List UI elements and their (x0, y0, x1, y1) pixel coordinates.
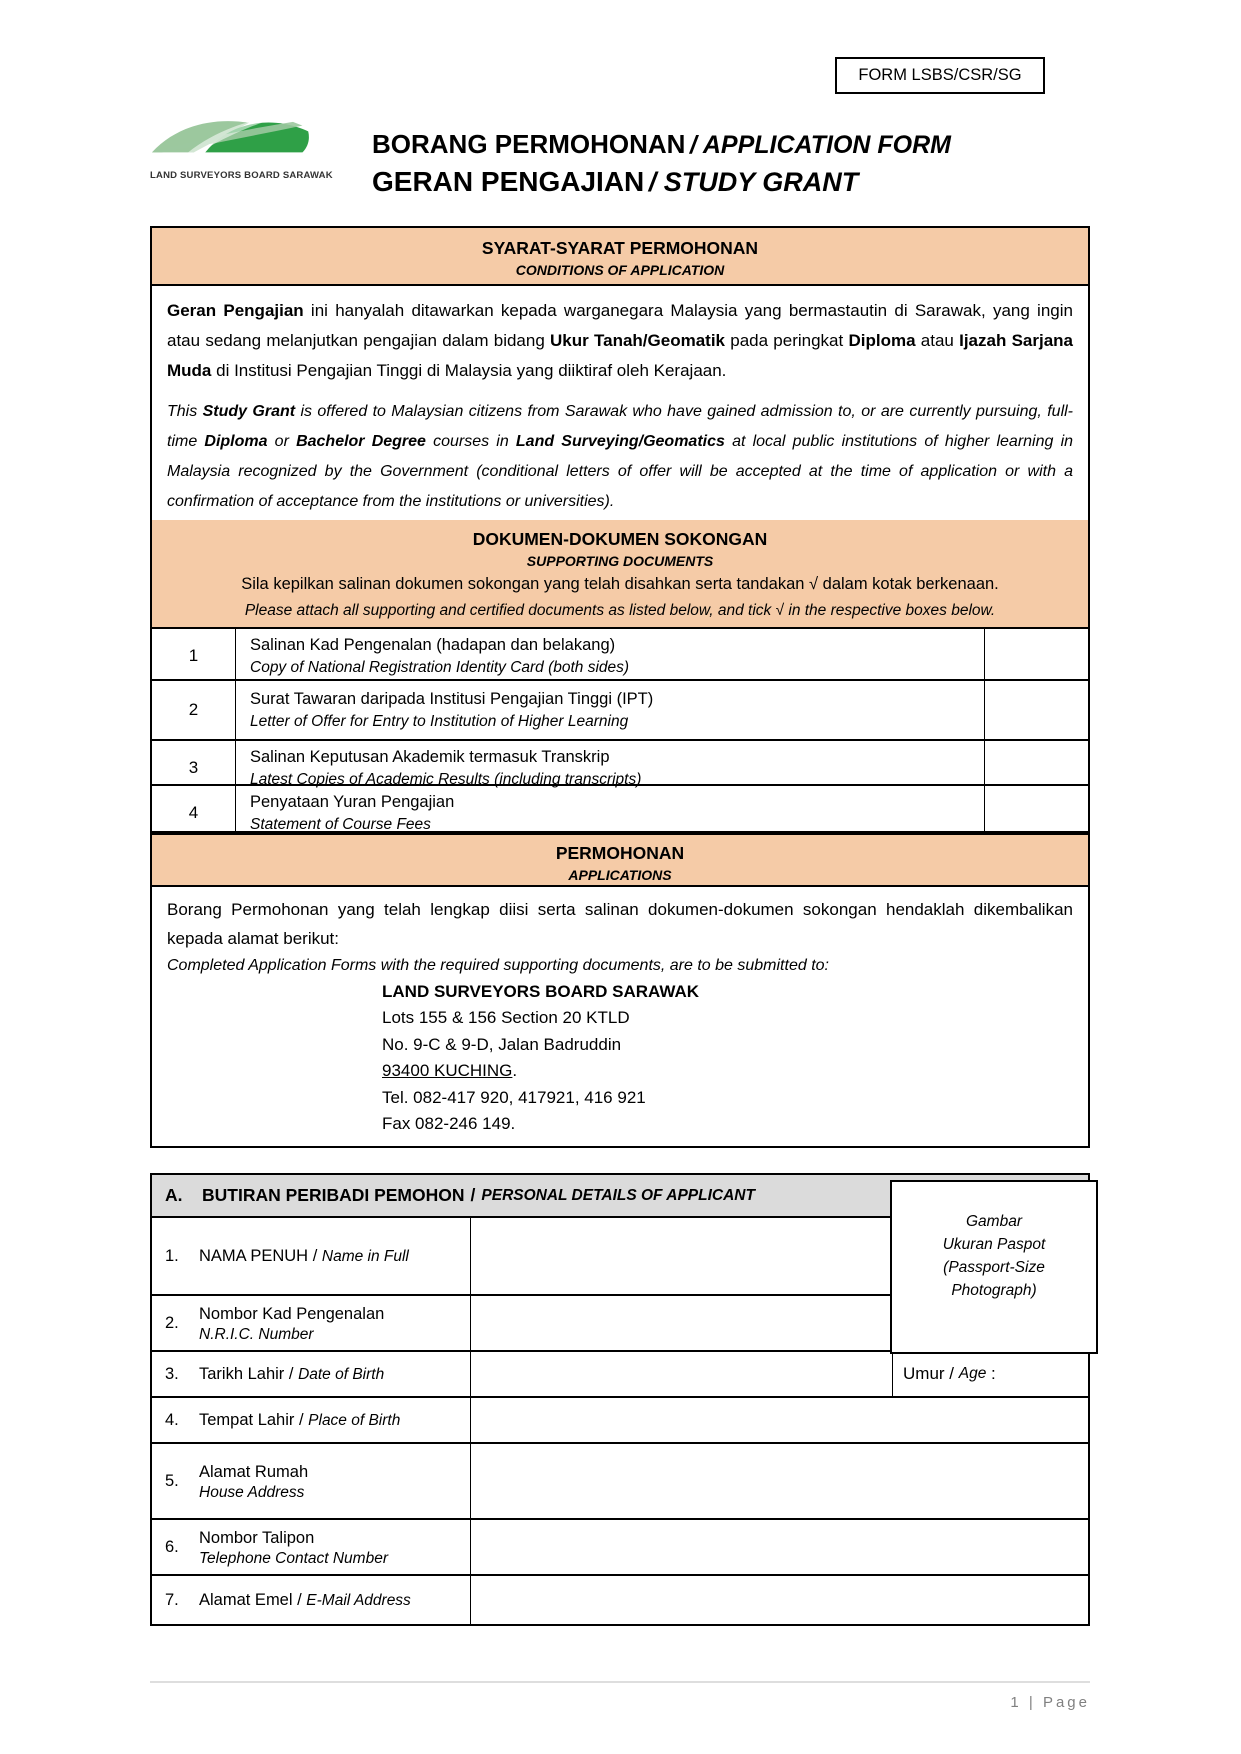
documents-heading-en: SUPPORTING DOCUMENTS (526, 553, 714, 570)
applications-note-en: Completed Application Forms with the required supporting documents, are to be submitted to: (167, 956, 829, 974)
applications-note-my: Borang Permohonan yang telah lengkap diisi serta salinan dokumen-dokumen sokongan hendaklah dikembalikan kepada alamat berikut: (167, 899, 1073, 948)
para-segment: courses in (425, 433, 516, 451)
field-number: 2. (165, 1313, 179, 1332)
field-name-my: Alamat Rumah (199, 1463, 309, 1481)
documents-header (152, 520, 1088, 629)
passport-photo-box (890, 1180, 1098, 1354)
field-name-en: Telephone Contact Number (199, 1550, 388, 1567)
photo-box-line: (Passport-Size (943, 1259, 1045, 1276)
document-name-en: Copy of National Registration Identity Card (both sides) (250, 659, 630, 677)
title2-en: / STUDY GRANT (648, 167, 859, 197)
field-name-my: Tarikh Lahir (199, 1364, 285, 1383)
age-colon: : (986, 1364, 996, 1383)
field-number: 4. (165, 1410, 179, 1429)
address-city-line (382, 1058, 1073, 1085)
field-slash: / (294, 1410, 309, 1429)
personal-details-section (150, 1173, 1090, 1626)
field-name (199, 1408, 400, 1433)
section-a-heading-my: BUTIRAN PERIBADI PEMOHON (202, 1185, 465, 1205)
document-checkbox[interactable] (984, 681, 1088, 738)
submission-address (382, 979, 1073, 1138)
applications-heading-my: PERMOHONAN (555, 842, 685, 863)
document-row (152, 786, 1088, 833)
main-info-box (150, 226, 1090, 1148)
address-fax: Fax 082-246 149. (382, 1114, 516, 1134)
document-name-my: Penyataan Yuran Pengajian (250, 792, 455, 811)
field-name-my: Nombor Talipon (199, 1529, 315, 1547)
field-label (152, 1444, 470, 1518)
form-code-box (835, 57, 1045, 94)
org-logo (150, 114, 333, 181)
title2-my: GERAN PENGAJIAN (372, 166, 645, 197)
document-description (235, 681, 984, 738)
field-slash: / (292, 1590, 307, 1609)
field-name (199, 1244, 409, 1269)
age-input-cell[interactable] (892, 1352, 1090, 1396)
documents-heading-my: DOKUMEN-DOKUMEN SOKONGAN (472, 529, 768, 550)
field-name-en: Date of Birth (298, 1365, 385, 1383)
logo-caption: LAND SURVEYORS BOARD SARAWAK (150, 170, 333, 181)
field-name (199, 1302, 384, 1344)
field-name-en: Place of Birth (308, 1411, 401, 1429)
field-number: 1. (165, 1246, 179, 1265)
address-line: No. 9-C & 9-D, Jalan Badruddin (382, 1034, 622, 1054)
para-segment: or (267, 433, 297, 451)
field-name-my: Nombor Kad Pengenalan (199, 1305, 385, 1323)
para-segment: This (167, 403, 203, 421)
conditions-header (152, 228, 1088, 286)
para-segment: Ijazah Sarjana Muda (167, 331, 1073, 381)
para-segment: is offered to Malaysian citizens from Sarawak who have gained admission to, or are currently pursuing, full-time (167, 403, 1074, 451)
para-segment: Ukur Tanah/Geomatik (550, 331, 725, 351)
para-segment: Geran Pengajian (167, 301, 304, 321)
age-label-en: Age (958, 1365, 987, 1382)
field-label (152, 1520, 470, 1574)
email-input-cell[interactable] (470, 1576, 1088, 1624)
form-row-house-address (152, 1444, 1088, 1520)
conditions-body (152, 286, 1088, 520)
document-number: 1 (188, 646, 199, 666)
field-label (152, 1576, 470, 1624)
field-name-en: E-Mail Address (306, 1591, 411, 1609)
document-name-my: Surat Tawaran daripada Institusi Pengajian Tinggi (IPT) (250, 689, 654, 708)
field-name-en: Name in Full (321, 1247, 409, 1265)
section-a-separator: / (470, 1185, 476, 1205)
conditions-heading-en: CONDITIONS OF APPLICATION (515, 262, 725, 278)
field-name-my: NAMA PENUH (199, 1246, 309, 1265)
logo-image (150, 114, 312, 164)
document-number: 4 (188, 802, 199, 822)
place-of-birth-input-cell[interactable] (470, 1398, 1088, 1442)
address-city: 93400 KUCHING (382, 1061, 513, 1081)
document-number: 3 (188, 757, 199, 777)
document-checkbox[interactable] (984, 786, 1088, 840)
applications-body (152, 887, 1088, 1146)
para-segment: Diploma (848, 331, 916, 351)
conditions-paragraph-en (167, 397, 1073, 517)
address-tel: Tel. 082-417 920, 417921, 416 921 (382, 1087, 646, 1107)
document-checkbox[interactable] (984, 629, 1088, 683)
field-name (199, 1460, 308, 1502)
section-a-prefix: A. (165, 1185, 183, 1205)
conditions-heading-my: SYARAT-SYARAT PERMOHONAN (481, 238, 759, 258)
field-name-en: N.R.I.C. Number (199, 1326, 314, 1343)
documents-note-en: Please attach all supporting and certified documents as listed below, and tick √ in the respective boxes below. (244, 602, 996, 620)
form-row-telephone (152, 1520, 1088, 1576)
form-row-place-of-birth (152, 1398, 1088, 1444)
field-number: 7. (165, 1590, 179, 1609)
field-name-my: Tempat Lahir (199, 1410, 295, 1429)
document-row (152, 681, 1088, 740)
para-segment: ini hanyalah ditawarkan kepada warganegara Malaysia yang bermastautin di Sarawak, yang ingin atau sedang melanjutkan pengajian dalam bidang (167, 301, 1073, 351)
field-name-en: House Address (199, 1484, 305, 1501)
document-name-en: Letter of Offer for Entry to Institution of Higher Learning (250, 712, 629, 730)
field-number: 3. (165, 1364, 179, 1383)
field-name-my: Alamat Emel (199, 1590, 293, 1609)
field-name (199, 1588, 411, 1613)
field-label (152, 1398, 470, 1442)
document-description (235, 786, 984, 840)
field-label (152, 1352, 470, 1396)
form-row-date-of-birth (152, 1352, 1088, 1398)
document-name-en: Latest Copies of Academic Results (including transcripts) (250, 770, 642, 788)
para-segment: Bachelor Degree (296, 433, 426, 451)
field-name (199, 1362, 384, 1387)
para-segment: pada peringkat (725, 331, 849, 351)
form-row-email (152, 1576, 1088, 1624)
applications-header (152, 833, 1088, 887)
photo-box-line: Photograph) (951, 1282, 1037, 1299)
document-name-en: Statement of Course Fees (250, 815, 431, 833)
address-city-suffix: . (512, 1061, 518, 1081)
para-segment: at local public institutions of higher learning in Malaysia recognized by the Government (conditional letters of offer will be accepted at the time of application or with a confirmation of acceptance from the institutions or universities). (167, 433, 1074, 511)
field-label (152, 1296, 470, 1350)
address-org-name: LAND SURVEYORS BOARD SARAWAK (382, 981, 700, 1001)
photo-box-line: Gambar (966, 1213, 1022, 1230)
para-segment: atau (915, 331, 960, 351)
address-line: Lots 155 & 156 Section 20 KTLD (382, 1008, 630, 1028)
age-slash: / (944, 1364, 959, 1383)
field-number: 6. (165, 1537, 179, 1556)
title1-my: BORANG PERMOHONAN (372, 129, 686, 159)
para-segment: di Institusi Pengajian Tinggi di Malaysia yang diiktiraf oleh Kerajaan. (211, 361, 727, 381)
age-label-my: Umur (903, 1364, 945, 1383)
para-segment: Diploma (204, 433, 268, 451)
date-of-birth-input-cell[interactable] (470, 1352, 892, 1396)
form-code: FORM LSBS/CSR/SG (858, 66, 1022, 84)
field-name (199, 1526, 388, 1568)
conditions-paragraph-my (167, 296, 1073, 386)
page-title (372, 128, 951, 203)
field-slash: / (284, 1364, 299, 1383)
para-segment: Study Grant (202, 403, 296, 421)
field-label (152, 1218, 470, 1294)
document-row (152, 629, 1088, 681)
document-name-my: Salinan Kad Pengenalan (hadapan dan belakang) (250, 636, 616, 655)
document-description (235, 629, 984, 683)
title-line-2 (372, 165, 951, 203)
field-slash: / (308, 1246, 322, 1265)
applications-heading-en: APPLICATIONS (568, 866, 672, 883)
document-row (152, 741, 1088, 786)
section-a-heading-en: PERSONAL DETAILS OF APPLICANT (481, 1186, 755, 1204)
field-number: 5. (165, 1471, 179, 1490)
photo-box-line: Ukuran Paspot (942, 1236, 1046, 1253)
documents-note-my: Sila kepilkan salinan dokumen sokongan yang telah disahkan serta tandakan √ dalam kotak berkenaan. (241, 575, 999, 594)
title-line-1 (372, 128, 951, 165)
para-segment: Land Surveying/Geomatics (515, 433, 725, 451)
footer-divider (150, 1681, 1090, 1683)
telephone-input-cell[interactable] (470, 1520, 1088, 1574)
document-number: 2 (188, 699, 199, 719)
page-number: 1 | Page (1010, 1694, 1090, 1711)
house-address-input-cell[interactable] (470, 1444, 1088, 1518)
document-name-my: Salinan Keputusan Akademik termasuk Transkrip (250, 747, 610, 766)
title1-en: / APPLICATION FORM (689, 131, 952, 159)
